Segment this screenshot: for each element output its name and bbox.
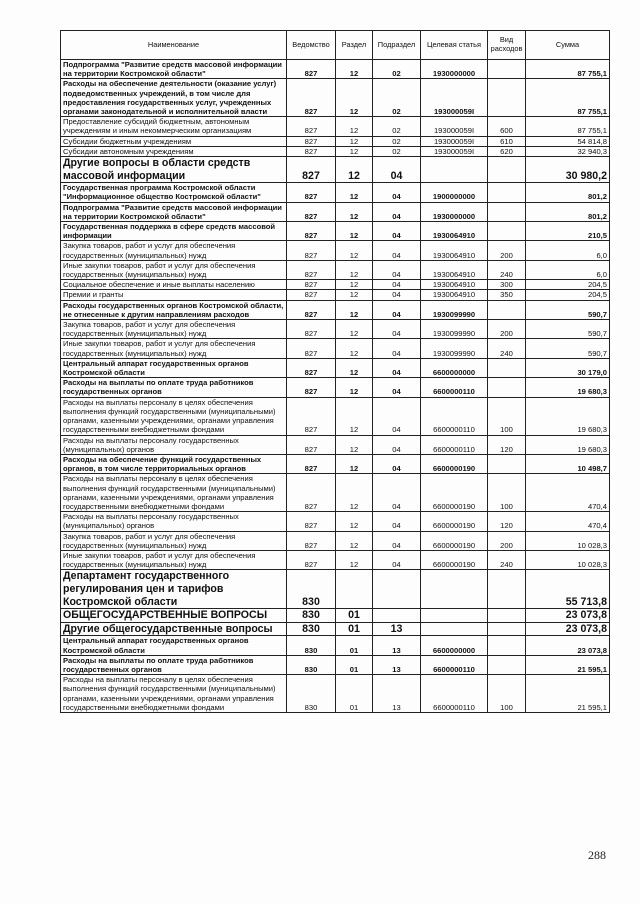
- cell-subsection: 04: [373, 241, 421, 260]
- table-row: [61, 622, 610, 636]
- table-row: [61, 397, 610, 435]
- cell-kind: [488, 636, 526, 655]
- cell-subsection: 04: [373, 550, 421, 569]
- cell-name: Другие общегосударственные вопросы: [61, 622, 287, 636]
- cell-target: 6600000190: [421, 531, 488, 550]
- cell-sum: 204,5: [526, 280, 610, 290]
- cell-section: [336, 570, 373, 609]
- cell-sum: 87 755,1: [526, 79, 610, 117]
- cell-dept: 827: [287, 512, 336, 531]
- cell-target: 193000059I: [421, 146, 488, 156]
- cell-dept: 827: [287, 397, 336, 435]
- cell-section: 12: [336, 222, 373, 241]
- cell-kind: [488, 60, 526, 79]
- table-row: [61, 60, 610, 79]
- cell-dept: 830: [287, 655, 336, 674]
- cell-dept: 830: [287, 622, 336, 636]
- cell-name: Закупка товаров, работ и услуг для обеспечения государственных (муниципальных) нужд: [61, 531, 287, 550]
- cell-name: Иные закупки товаров, работ и услуг для обеспечения государственных (муниципальных) нужд: [61, 550, 287, 569]
- cell-dept: 827: [287, 320, 336, 339]
- cell-sum: 10 028,3: [526, 531, 610, 550]
- cell-name: Иные закупки товаров, работ и услуг для обеспечения государственных (муниципальных) нужд: [61, 339, 287, 358]
- cell-name: Расходы на выплаты персоналу в целях обеспечения выполнения функций государственными (муниципальными) органами, казенными учреждениями, органами управления государственными внебюджетными фондами: [61, 397, 287, 435]
- cell-sum: 23 073,8: [526, 609, 610, 623]
- cell-kind: [488, 655, 526, 674]
- cell-name: Государственная поддержка в сфере средств массовой информации: [61, 222, 287, 241]
- cell-subsection: 04: [373, 183, 421, 202]
- cell-subsection: 02: [373, 117, 421, 136]
- cell-sum: 470,4: [526, 474, 610, 512]
- cell-target: [421, 570, 488, 609]
- cell-sum: 19 680,3: [526, 378, 610, 397]
- cell-sum: 87 755,1: [526, 60, 610, 79]
- table-row: [61, 260, 610, 279]
- cell-target: [421, 609, 488, 623]
- cell-section: 12: [336, 320, 373, 339]
- cell-kind: 300: [488, 280, 526, 290]
- cell-subsection: 04: [373, 397, 421, 435]
- cell-target: 6600000000: [421, 358, 488, 377]
- cell-name: Центральный аппарат государственных органов Костромской области: [61, 358, 287, 377]
- header-subsection: Подраздел: [373, 31, 421, 60]
- table-row: [61, 358, 610, 377]
- cell-subsection: 04: [373, 320, 421, 339]
- cell-kind: 200: [488, 531, 526, 550]
- table-row: [61, 435, 610, 454]
- table-row: [61, 202, 610, 221]
- cell-name: Расходы на выплаты персоналу государственных (муниципальных) органов: [61, 512, 287, 531]
- table-row: [61, 280, 610, 290]
- cell-section: 12: [336, 260, 373, 279]
- cell-section: 12: [336, 157, 373, 183]
- cell-name: Премии и гранты: [61, 290, 287, 300]
- cell-subsection: 04: [373, 157, 421, 183]
- cell-subsection: 04: [373, 280, 421, 290]
- cell-dept: 827: [287, 260, 336, 279]
- cell-dept: 827: [287, 280, 336, 290]
- cell-target: 193000059I: [421, 117, 488, 136]
- cell-dept: 830: [287, 570, 336, 609]
- cell-dept: 827: [287, 117, 336, 136]
- table-row: [61, 241, 610, 260]
- cell-target: 193000059I: [421, 79, 488, 117]
- header-name: Наименование: [61, 31, 287, 60]
- cell-dept: 827: [287, 454, 336, 473]
- cell-name: Подпрограмма "Развитие средств массовой информации на территории Костромской области": [61, 202, 287, 221]
- cell-dept: 830: [287, 675, 336, 713]
- cell-subsection: 04: [373, 290, 421, 300]
- cell-sum: 210,5: [526, 222, 610, 241]
- cell-sum: 55 713,8: [526, 570, 610, 609]
- table-row: [61, 474, 610, 512]
- cell-subsection: 04: [373, 435, 421, 454]
- cell-subsection: 04: [373, 454, 421, 473]
- cell-dept: 830: [287, 609, 336, 623]
- cell-section: 12: [336, 512, 373, 531]
- cell-section: 12: [336, 339, 373, 358]
- cell-sum: 32 940,3: [526, 146, 610, 156]
- cell-section: 01: [336, 622, 373, 636]
- cell-subsection: [373, 609, 421, 623]
- cell-dept: 827: [287, 183, 336, 202]
- cell-sum: 87 755,1: [526, 117, 610, 136]
- header-dept: Ведомство: [287, 31, 336, 60]
- cell-kind: 200: [488, 320, 526, 339]
- cell-kind: [488, 358, 526, 377]
- cell-section: 12: [336, 241, 373, 260]
- cell-name: Другие вопросы в области средств массовой информации: [61, 157, 287, 183]
- cell-target: 1930064910: [421, 241, 488, 260]
- cell-sum: 801,2: [526, 202, 610, 221]
- cell-dept: 827: [287, 202, 336, 221]
- table-row: [61, 512, 610, 531]
- cell-name: Расходы государственных органов Костромской области, не отнесенные к другим направлениям расходов: [61, 300, 287, 319]
- cell-dept: 827: [287, 378, 336, 397]
- cell-subsection: 04: [373, 378, 421, 397]
- cell-target: 1930000000: [421, 60, 488, 79]
- cell-target: 6600000190: [421, 474, 488, 512]
- cell-sum: 801,2: [526, 183, 610, 202]
- table-row: [61, 79, 610, 117]
- cell-dept: 827: [287, 531, 336, 550]
- cell-name: Закупка товаров, работ и услуг для обеспечения государственных (муниципальных) нужд: [61, 241, 287, 260]
- cell-section: 12: [336, 397, 373, 435]
- cell-dept: 827: [287, 79, 336, 117]
- cell-section: 12: [336, 280, 373, 290]
- cell-kind: 610: [488, 136, 526, 146]
- cell-target: 6600000110: [421, 675, 488, 713]
- cell-section: 12: [336, 290, 373, 300]
- table-row: [61, 146, 610, 156]
- cell-dept: 827: [287, 157, 336, 183]
- cell-section: 12: [336, 117, 373, 136]
- cell-sum: 54 814,8: [526, 136, 610, 146]
- cell-name: Социальное обеспечение и иные выплаты населению: [61, 280, 287, 290]
- table-row: [61, 222, 610, 241]
- cell-name: Расходы на выплаты персоналу в целях обеспечения выполнения функций государственными (муниципальными) органами, казенными учреждениями, органами управления государственными внебюджетными фондами: [61, 474, 287, 512]
- cell-name: Расходы на обеспечение функций государственных органов, в том числе территориальных органов: [61, 454, 287, 473]
- table-body: [61, 60, 610, 713]
- cell-kind: [488, 570, 526, 609]
- cell-kind: 240: [488, 260, 526, 279]
- cell-target: [421, 622, 488, 636]
- cell-subsection: [373, 570, 421, 609]
- cell-target: [421, 157, 488, 183]
- cell-subsection: 13: [373, 655, 421, 674]
- cell-dept: 827: [287, 474, 336, 512]
- cell-name: Подпрограмма "Развитие средств массовой информации на территории Костромской области": [61, 60, 287, 79]
- cell-section: 12: [336, 300, 373, 319]
- cell-target: 6600000110: [421, 397, 488, 435]
- cell-target: 6600000110: [421, 435, 488, 454]
- cell-dept: 827: [287, 550, 336, 569]
- cell-section: 12: [336, 550, 373, 569]
- cell-dept: 827: [287, 339, 336, 358]
- cell-target: 1900000000: [421, 183, 488, 202]
- cell-name: Центральный аппарат государственных органов Костромской области: [61, 636, 287, 655]
- cell-sum: 10 028,3: [526, 550, 610, 569]
- cell-target: 6600000190: [421, 454, 488, 473]
- cell-target: 1930099990: [421, 320, 488, 339]
- cell-sum: 6,0: [526, 241, 610, 260]
- cell-kind: 100: [488, 675, 526, 713]
- cell-section: 12: [336, 202, 373, 221]
- cell-name: Иные закупки товаров, работ и услуг для обеспечения государственных (муниципальных) нужд: [61, 260, 287, 279]
- cell-kind: 240: [488, 550, 526, 569]
- cell-kind: [488, 378, 526, 397]
- cell-kind: 120: [488, 512, 526, 531]
- cell-sum: 23 073,8: [526, 636, 610, 655]
- cell-subsection: 02: [373, 146, 421, 156]
- cell-sum: 590,7: [526, 339, 610, 358]
- cell-sum: 21 595,1: [526, 675, 610, 713]
- cell-dept: 827: [287, 146, 336, 156]
- cell-subsection: 02: [373, 79, 421, 117]
- cell-section: 01: [336, 636, 373, 655]
- cell-name: ОБЩЕГОСУДАРСТВЕННЫЕ ВОПРОСЫ: [61, 609, 287, 623]
- cell-subsection: 02: [373, 136, 421, 146]
- table-row: [61, 117, 610, 136]
- cell-kind: 200: [488, 241, 526, 260]
- cell-kind: [488, 222, 526, 241]
- cell-subsection: 04: [373, 474, 421, 512]
- table-row: [61, 136, 610, 146]
- table-row: [61, 675, 610, 713]
- table-row: [61, 636, 610, 655]
- table-header-row: [61, 31, 610, 60]
- cell-sum: 470,4: [526, 512, 610, 531]
- cell-target: 1930064910: [421, 280, 488, 290]
- cell-target: 6600000110: [421, 655, 488, 674]
- cell-section: 01: [336, 655, 373, 674]
- cell-target: 6600000110: [421, 378, 488, 397]
- cell-target: 1930099990: [421, 300, 488, 319]
- header-kind: Вид расходов: [488, 31, 526, 60]
- cell-target: 1930064910: [421, 290, 488, 300]
- cell-kind: [488, 454, 526, 473]
- cell-dept: 830: [287, 636, 336, 655]
- cell-subsection: 04: [373, 512, 421, 531]
- cell-name: Расходы на выплаты по оплате труда работников государственных органов: [61, 655, 287, 674]
- table-row: [61, 157, 610, 183]
- cell-section: 12: [336, 136, 373, 146]
- cell-sum: 19 680,3: [526, 435, 610, 454]
- table-row: [61, 378, 610, 397]
- table-row: [61, 339, 610, 358]
- cell-kind: 620: [488, 146, 526, 156]
- cell-subsection: 13: [373, 675, 421, 713]
- cell-subsection: 04: [373, 358, 421, 377]
- cell-name: Государственная программа Костромской области "Информационное общество Костромской области": [61, 183, 287, 202]
- header-sum: Сумма: [526, 31, 610, 60]
- cell-name: Субсидии бюджетным учреждениям: [61, 136, 287, 146]
- header-section: Раздел: [336, 31, 373, 60]
- cell-kind: [488, 609, 526, 623]
- cell-target: 193000059I: [421, 136, 488, 146]
- cell-sum: 23 073,8: [526, 622, 610, 636]
- cell-name: Предоставление субсидий бюджетным, автономным учреждениям и иным некоммерческим организациям: [61, 117, 287, 136]
- cell-subsection: 04: [373, 531, 421, 550]
- table-row: [61, 454, 610, 473]
- table-row: [61, 550, 610, 569]
- cell-sum: 204,5: [526, 290, 610, 300]
- cell-dept: 827: [287, 241, 336, 260]
- cell-section: 12: [336, 146, 373, 156]
- cell-section: 12: [336, 79, 373, 117]
- table-row: [61, 320, 610, 339]
- cell-sum: 30 980,2: [526, 157, 610, 183]
- table-row: [61, 531, 610, 550]
- cell-name: Расходы на обеспечение деятельности (оказание услуг) подведомственных учреждений, в том числе для предоставления государственных услуг, учрежденных органами законодательной и исполнительной власти: [61, 79, 287, 117]
- table-row: [61, 183, 610, 202]
- cell-kind: 100: [488, 397, 526, 435]
- cell-name: Департамент государственного регулирования цен и тарифов Костромской области: [61, 570, 287, 609]
- cell-target: 1930064910: [421, 222, 488, 241]
- page-number: 288: [588, 848, 606, 862]
- cell-section: 12: [336, 358, 373, 377]
- cell-dept: 827: [287, 290, 336, 300]
- cell-dept: 827: [287, 222, 336, 241]
- cell-name: Расходы на выплаты персоналу в целях обеспечения выполнения функций государственными (муниципальными) органами, казенными учреждениями, органами управления государственными внебюджетными фондами: [61, 675, 287, 713]
- cell-name: Расходы на выплаты по оплате труда работников государственных органов: [61, 378, 287, 397]
- cell-target: 6600000000: [421, 636, 488, 655]
- cell-target: 6600000190: [421, 550, 488, 569]
- cell-section: 12: [336, 531, 373, 550]
- cell-target: 6600000190: [421, 512, 488, 531]
- cell-section: 01: [336, 609, 373, 623]
- cell-kind: 240: [488, 339, 526, 358]
- cell-subsection: 04: [373, 300, 421, 319]
- cell-sum: 6,0: [526, 260, 610, 279]
- cell-sum: 19 680,3: [526, 397, 610, 435]
- cell-name: Закупка товаров, работ и услуг для обеспечения государственных (муниципальных) нужд: [61, 320, 287, 339]
- cell-dept: 827: [287, 435, 336, 454]
- cell-kind: 350: [488, 290, 526, 300]
- table-row: [61, 570, 610, 609]
- header-target: Целевая статья: [421, 31, 488, 60]
- table-row: [61, 300, 610, 319]
- cell-kind: [488, 157, 526, 183]
- cell-section: 12: [336, 474, 373, 512]
- cell-kind: [488, 300, 526, 319]
- cell-sum: 590,7: [526, 320, 610, 339]
- cell-dept: 827: [287, 136, 336, 146]
- cell-kind: [488, 79, 526, 117]
- cell-dept: 827: [287, 300, 336, 319]
- cell-section: 12: [336, 60, 373, 79]
- cell-subsection: 04: [373, 202, 421, 221]
- cell-name: Расходы на выплаты персоналу государственных (муниципальных) органов: [61, 435, 287, 454]
- cell-kind: 600: [488, 117, 526, 136]
- cell-sum: 30 179,0: [526, 358, 610, 377]
- table-row: [61, 609, 610, 623]
- cell-target: 1930099990: [421, 339, 488, 358]
- cell-target: 1930000000: [421, 202, 488, 221]
- cell-kind: [488, 622, 526, 636]
- cell-sum: 21 595,1: [526, 655, 610, 674]
- cell-name: Субсидии автономным учреждениям: [61, 146, 287, 156]
- cell-kind: 100: [488, 474, 526, 512]
- cell-section: 12: [336, 378, 373, 397]
- cell-subsection: 04: [373, 339, 421, 358]
- cell-subsection: 04: [373, 222, 421, 241]
- cell-kind: 120: [488, 435, 526, 454]
- cell-sum: 590,7: [526, 300, 610, 319]
- cell-section: 12: [336, 454, 373, 473]
- cell-target: 1930064910: [421, 260, 488, 279]
- table-row: [61, 290, 610, 300]
- cell-sum: 10 498,7: [526, 454, 610, 473]
- cell-section: 12: [336, 435, 373, 454]
- cell-subsection: 02: [373, 60, 421, 79]
- table-row: [61, 655, 610, 674]
- cell-dept: 827: [287, 358, 336, 377]
- cell-subsection: 13: [373, 622, 421, 636]
- cell-subsection: 13: [373, 636, 421, 655]
- budget-table: [60, 30, 610, 713]
- cell-kind: [488, 202, 526, 221]
- cell-dept: 827: [287, 60, 336, 79]
- cell-section: 12: [336, 183, 373, 202]
- cell-kind: [488, 183, 526, 202]
- cell-section: 01: [336, 675, 373, 713]
- cell-subsection: 04: [373, 260, 421, 279]
